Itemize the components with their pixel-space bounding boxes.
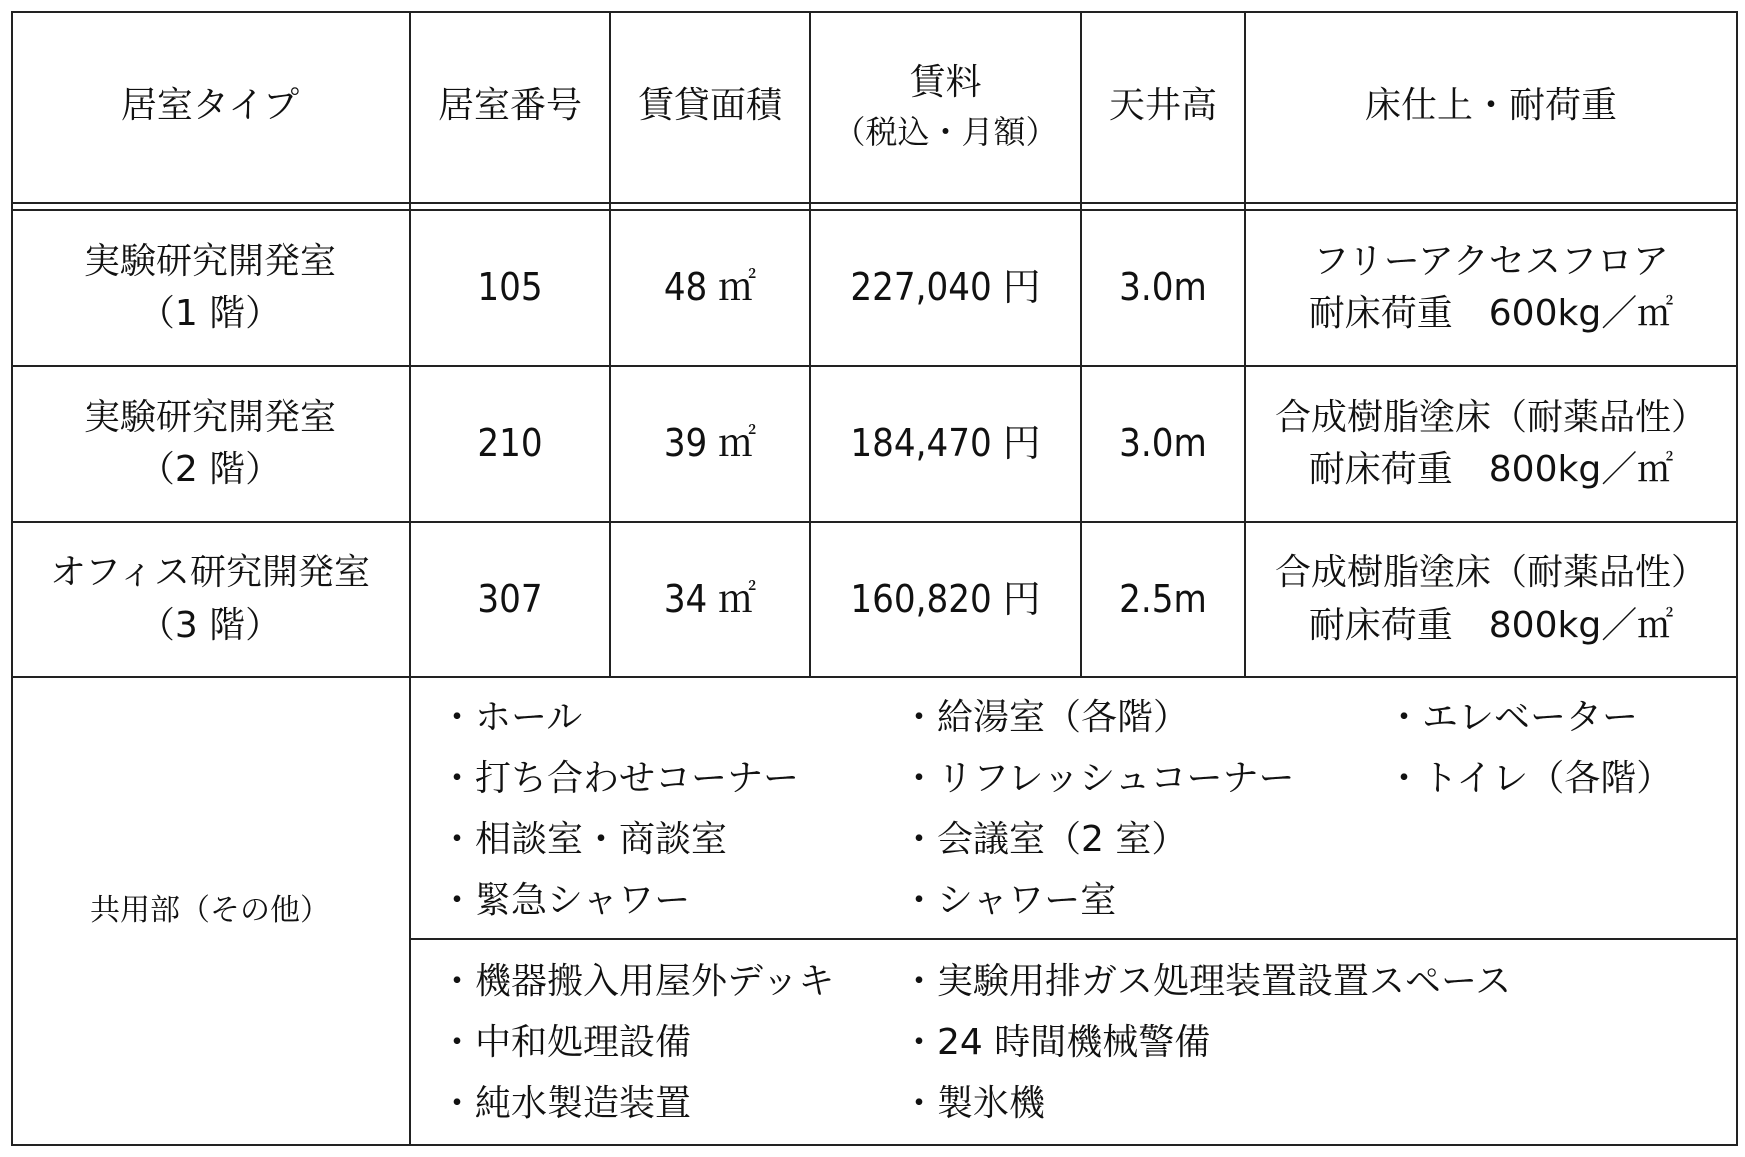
header-ceiling: 天井高 (1108, 85, 1217, 127)
header-room-no: 居室番号 (437, 85, 582, 127)
list-item: ・エレベーター (1386, 697, 1639, 738)
header-area: 賃貸面積 (637, 85, 782, 127)
common-block-1-col-2 (901, 687, 1294, 931)
row-3-area: 34 ㎡ (663, 576, 757, 621)
list-item: ・会議室（2 室） (901, 819, 1188, 860)
list-item: ・純水製造装置 (439, 1083, 692, 1124)
list-item: ・リフレッシュコーナー (901, 758, 1295, 799)
common-block-1-col-1 (439, 687, 799, 931)
facility-table (11, 11, 1738, 1146)
list-item: ・製氷機 (901, 1083, 1046, 1124)
list-item: ・ホール (439, 697, 583, 738)
row-2-floor (1246, 367, 1736, 521)
list-item: ・打ち合わせコーナー (439, 758, 800, 799)
row-3-ceiling: 2.5m (1119, 576, 1207, 621)
row-2-room-type (11, 367, 409, 521)
common-block-2-col-2 (901, 951, 1511, 1134)
common-block-1-col-3 (1386, 687, 1672, 809)
row-3-type-floor: （3 階） (138, 604, 282, 646)
row-1-type-floor: （1 階） (138, 293, 282, 334)
border-right (1736, 11, 1738, 1146)
row-2-floor-finish: 合成樹脂塗床（耐薬品性） (1274, 396, 1707, 438)
row-2-rent: 184,470 円 (850, 421, 1041, 466)
row-3-rent: 160,820 円 (850, 576, 1041, 621)
row-1-room-no: 105 (477, 265, 543, 310)
list-item: ・シャワー室 (901, 880, 1117, 921)
list-item: ・機器搬入用屋外デッキ (439, 961, 835, 1002)
row-2-area: 39 ㎡ (663, 421, 757, 466)
list-item: ・実験用排ガス処理装置設置スペース (901, 961, 1512, 1002)
list-item: ・緊急シャワー (439, 880, 691, 921)
row-1-floor (1246, 211, 1736, 365)
row-1-ceiling: 3.0m (1119, 265, 1207, 310)
header-rent (811, 11, 1080, 202)
header-rent-note: （税込・月額） (833, 113, 1058, 152)
list-item: ・相談室・商談室 (439, 819, 728, 860)
row-2-floor-load: 耐床荷重 800kg／㎡ (1308, 449, 1674, 490)
row-1-floor-finish: フリーアクセスフロア (1313, 240, 1669, 282)
list-item: ・24 時間機械警備 (901, 1022, 1211, 1063)
row-2-type-floor: （2 階） (138, 449, 282, 490)
row-2-room-no: 210 (477, 421, 543, 466)
row-2-ceiling: 3.0m (1119, 421, 1207, 466)
row-2-type-name: 実験研究開発室 (83, 396, 336, 438)
header-divider-1 (11, 202, 1738, 204)
row-3-floor-finish: 合成樹脂塗床（耐薬品性） (1274, 552, 1707, 594)
common-divider (411, 938, 1738, 940)
list-item: ・トイレ（各階） (1386, 758, 1673, 799)
border-bottom (11, 1144, 1738, 1146)
header-room-type: 居室タイプ (120, 85, 300, 127)
row-1-floor-load: 耐床荷重 600kg／㎡ (1308, 293, 1674, 334)
row-1-type-name: 実験研究開発室 (83, 240, 336, 282)
common-area-label: 共用部（その他） (90, 893, 330, 929)
row-1-room-type (11, 211, 409, 365)
common-block-2-col-1 (439, 951, 834, 1134)
row-1-rent: 227,040 円 (850, 265, 1041, 310)
row-3-floor-load: 耐床荷重 800kg／㎡ (1308, 604, 1674, 646)
row-3-room-type (11, 523, 409, 676)
row-1-area: 48 ㎡ (663, 265, 757, 310)
row-3-floor (1246, 523, 1736, 676)
header-floor: 床仕上・耐荷重 (1364, 85, 1617, 127)
header-rent-label: 賃料 (909, 62, 982, 104)
list-item: ・給湯室（各階） (901, 697, 1190, 738)
row-3-type-name: オフィス研究開発室 (49, 552, 371, 594)
row-3-room-no: 307 (477, 576, 543, 621)
list-item: ・中和処理設備 (439, 1022, 692, 1063)
